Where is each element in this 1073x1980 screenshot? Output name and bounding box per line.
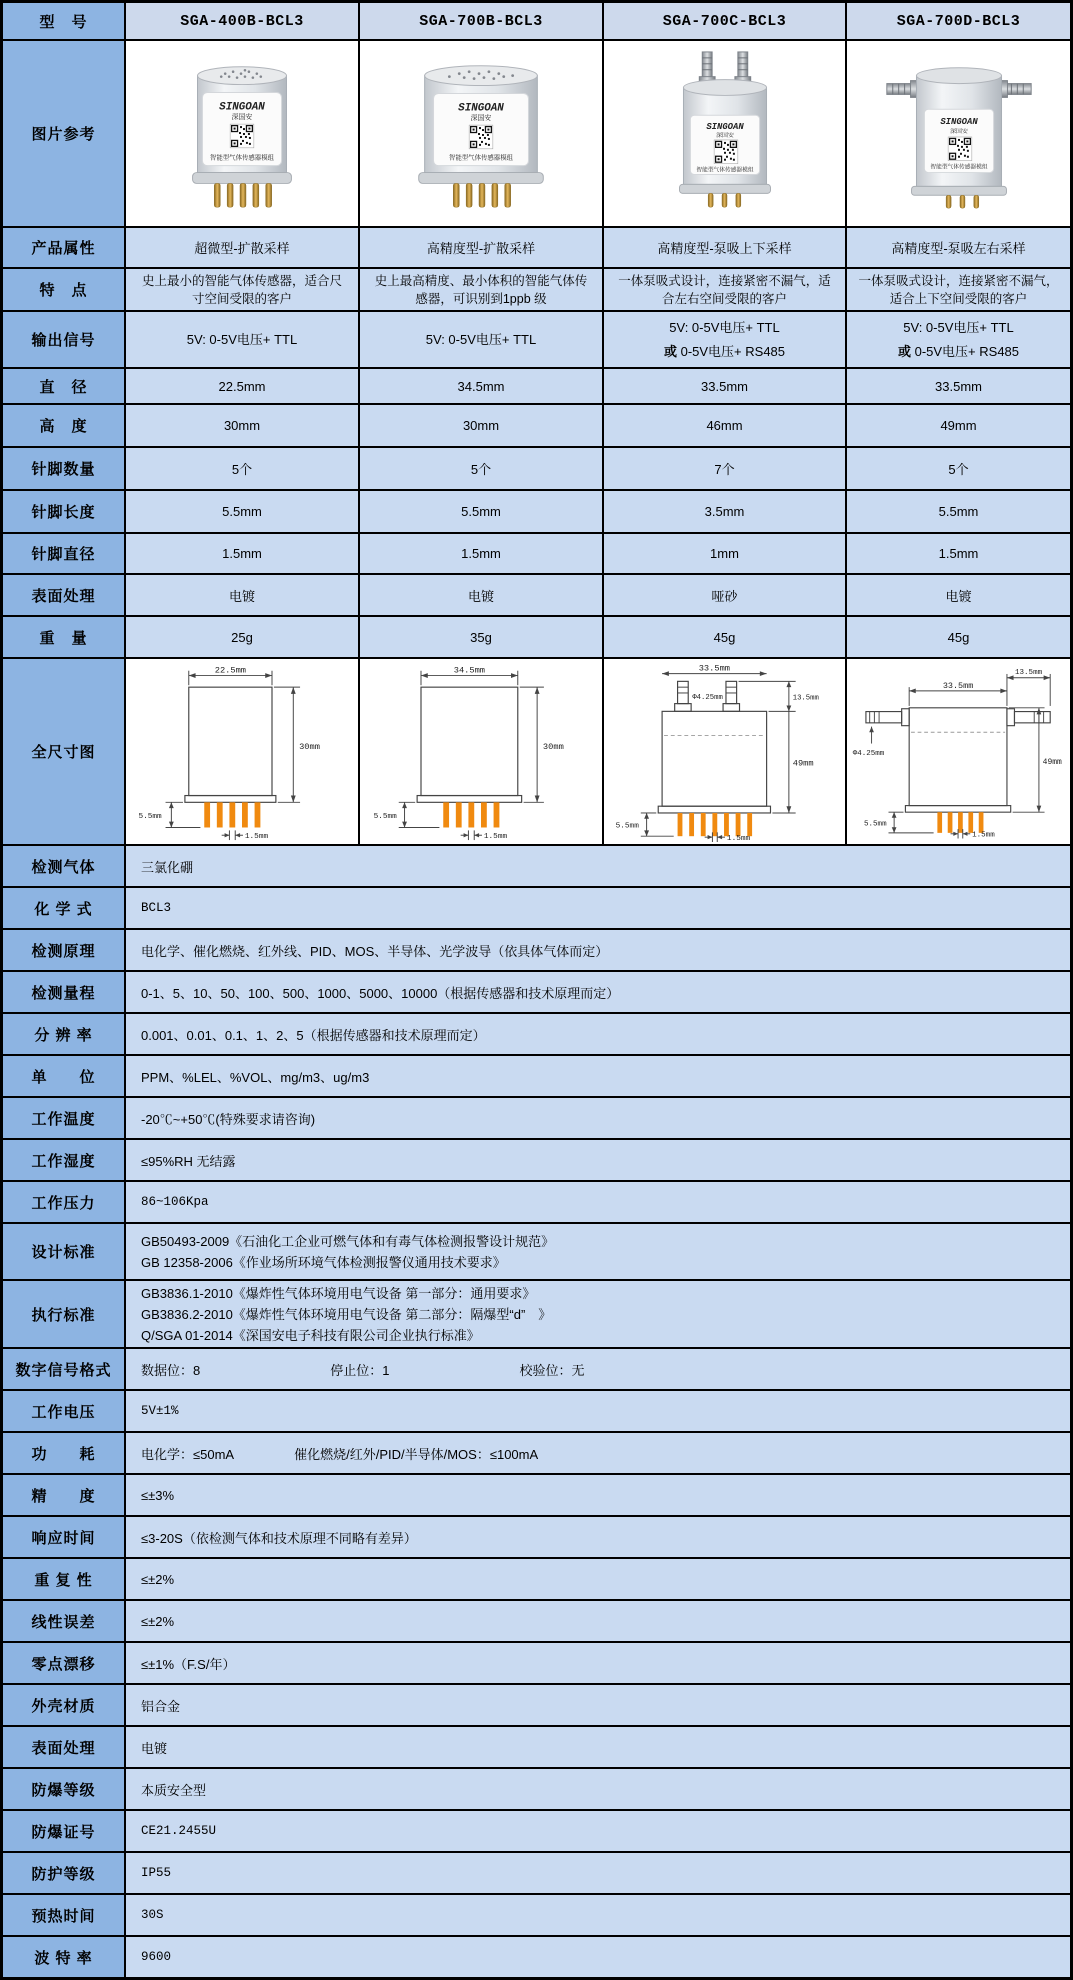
spec-value: 电镀: [360, 575, 602, 615]
svg-text:5.5mm: 5.5mm: [615, 821, 639, 830]
spec-value: 22.5mm: [126, 369, 358, 403]
row-value: ≤±1%（F.S/年）: [126, 1643, 1070, 1683]
row-label: 单 位: [3, 1056, 124, 1096]
row-label: 线性误差: [3, 1601, 124, 1641]
row-value: 86~106Kpa: [126, 1182, 1070, 1222]
row-value: 铝合金: [126, 1685, 1070, 1725]
svg-text:1.5mm: 1.5mm: [971, 831, 995, 840]
spec-value: 5个: [847, 448, 1070, 489]
row-label: 高 度: [3, 405, 124, 446]
row-value: CE21.2455U: [126, 1811, 1070, 1851]
row-value: 电化学：≤50mA 催化燃烧/红外/PID/半导体/MOS：≤100mA: [126, 1433, 1070, 1473]
svg-text:30mm: 30mm: [299, 741, 320, 752]
row-label: 表面处理: [3, 1727, 124, 1767]
design-standard-row: [3, 1224, 1070, 1279]
spec-value: 49mm: [847, 405, 1070, 446]
pin-count-row: [3, 448, 1070, 489]
pin-diameter-row: [3, 534, 1070, 573]
row-label-model: 型 号: [3, 3, 124, 39]
row-value: BCL3: [126, 888, 1070, 928]
qr-code: [469, 125, 493, 149]
brand-cn-text: 深国安: [470, 114, 492, 123]
spec-value: 1.5mm: [360, 534, 602, 573]
row-label: 重 复 性: [3, 1559, 124, 1599]
range-row: [3, 972, 1070, 1012]
spec-value: 45g: [847, 617, 1070, 657]
attribute-value-4: 高精度型-泵吸左右采样: [847, 228, 1070, 267]
row-value: 数据位：8 停止位：1 校验位：无: [126, 1349, 1070, 1389]
row-value: 三氯化硼: [126, 846, 1070, 886]
row-label: 工作温度: [3, 1098, 124, 1138]
dimension-diagram-1: [126, 659, 358, 844]
spec-value: 25g: [126, 617, 358, 657]
brand-text: SINGOAN: [939, 116, 978, 127]
sensor-caption: 智能型气体传感器模组: [448, 154, 514, 162]
row-label: 波 特 率: [3, 1937, 124, 1977]
spec-value: 5.5mm: [360, 491, 602, 532]
row-label: 数字信号格式: [3, 1349, 124, 1389]
row-label-attribute: 产品属性: [3, 228, 124, 267]
row-value: IP55: [126, 1853, 1070, 1893]
row-label: 外壳材质: [3, 1685, 124, 1725]
operating-humidity-row: [3, 1140, 1070, 1180]
row-label: 检测气体: [3, 846, 124, 886]
row-label: 防爆等级: [3, 1769, 124, 1809]
spec-value: 电镀: [847, 575, 1070, 615]
signal-value-3: 5V: 0-5V电压+ TTL 或 0-5V电压+ RS485: [604, 312, 845, 367]
row-label: 针脚长度: [3, 491, 124, 532]
sensor-photo-1: [167, 46, 317, 222]
row-label: 精 度: [3, 1475, 124, 1515]
row-label: 功 耗: [3, 1433, 124, 1473]
surface-finish-row: [3, 575, 1070, 615]
spec-value: 34.5mm: [360, 369, 602, 403]
surface-finish-full-row: [3, 1727, 1070, 1767]
sensor-photo-3: [650, 46, 800, 222]
model-header-row: [3, 3, 1070, 39]
accuracy-row: [3, 1475, 1070, 1515]
model-name-1: SGA-400B-BCL3: [126, 3, 358, 39]
resolution-row: [3, 1014, 1070, 1054]
feature-value-1: 史上最小的智能气体传感器，适合尺寸空间受限的客户: [126, 269, 358, 310]
svg-text:49mm: 49mm: [1042, 757, 1062, 767]
operating-pressure-row: [3, 1182, 1070, 1222]
dimension-diagram-3: [604, 659, 845, 844]
row-value: ≤±2%: [126, 1601, 1070, 1641]
row-label: 工作湿度: [3, 1140, 124, 1180]
digital-signal-format-row: [3, 1349, 1070, 1389]
row-label-signal: 输出信号: [3, 312, 124, 367]
spec-value: 1.5mm: [847, 534, 1070, 573]
row-label: 防爆证号: [3, 1811, 124, 1851]
row-value: ≤95%RH 无结露: [126, 1140, 1070, 1180]
row-value: GB3836.1-2010《爆炸性气体环境用电气设备 第一部分：通用要求》 GB3836.2-2010《爆炸性气体环境用电气设备 第二部分：隔爆型“d” 》 Q/SGA 01-2014《深国安电子科技有限公司企业执行标准》: [126, 1281, 1070, 1347]
spec-value: 3.5mm: [604, 491, 845, 532]
row-value: 电化学、催化燃烧、红外线、PID、MOS、半导体、光学波导（依具体气体而定）: [126, 930, 1070, 970]
model-name-2: SGA-700B-BCL3: [360, 3, 602, 39]
spec-value: 45g: [604, 617, 845, 657]
row-label: 零点漂移: [3, 1643, 124, 1683]
brand-text: SINGOAN: [705, 121, 744, 132]
formula-row: [3, 888, 1070, 928]
brand-cn-text: 深国安: [231, 113, 253, 122]
qr-code: [714, 139, 738, 163]
svg-text:1.5mm: 1.5mm: [244, 832, 269, 841]
repeatability-row: [3, 1559, 1070, 1599]
weight-row: [3, 617, 1070, 657]
attribute-value-1: 超微型-扩散采样: [126, 228, 358, 267]
brand-text: SINGOAN: [219, 100, 265, 113]
output-signal-row: [3, 312, 1070, 367]
spec-value: 30mm: [360, 405, 602, 446]
product-image-sga-700b: [360, 41, 602, 226]
feature-row: [3, 269, 1070, 310]
row-value: GB50493-2009《石油化工企业可燃气体和有毒气体检测报警设计规范》 GB 12358-2006《作业场所环境气体检测报警仪通用技术要求》: [126, 1224, 1070, 1279]
row-label: 执行标准: [3, 1281, 124, 1347]
feature-value-3: 一体泵吸式设计，连接紧密不漏气，适合左右空间受限的客户: [604, 269, 845, 310]
svg-text:22.5mm: 22.5mm: [214, 665, 247, 676]
explosion-proof-grade-row: [3, 1769, 1070, 1809]
sensor-photo-4: [884, 46, 1034, 222]
svg-text:5.5mm: 5.5mm: [863, 819, 887, 828]
svg-text:49mm: 49mm: [792, 758, 814, 769]
spec-value: 30mm: [126, 405, 358, 446]
product-image-sga-400b: [126, 41, 358, 226]
svg-text:33.5mm: 33.5mm: [942, 680, 973, 691]
spec-value: 5.5mm: [847, 491, 1070, 532]
qr-code: [230, 124, 254, 148]
product-image-row: [3, 41, 1070, 226]
shell-material-row: [3, 1685, 1070, 1725]
height-row: [3, 405, 1070, 446]
row-label: 工作压力: [3, 1182, 124, 1222]
attribute-value-3: 高精度型-泵吸上下采样: [604, 228, 845, 267]
row-label: 表面处理: [3, 575, 124, 615]
explosion-proof-cert-row: [3, 1811, 1070, 1851]
unit-row: [3, 1056, 1070, 1096]
row-label: 化 学 式: [3, 888, 124, 928]
row-value: 本质安全型: [126, 1769, 1070, 1809]
spec-value: 电镀: [126, 575, 358, 615]
row-value: PPM、%LEL、%VOL、mg/m3、ug/m3: [126, 1056, 1070, 1096]
pin-length-row: [3, 491, 1070, 532]
row-label: 直 径: [3, 369, 124, 403]
row-value: 0.001、0.01、0.1、1、2、5（根据传感器和技术原理而定）: [126, 1014, 1070, 1054]
row-label-feature: 特 点: [3, 269, 124, 310]
svg-text:33.5mm: 33.5mm: [698, 663, 730, 674]
svg-text:1.5mm: 1.5mm: [483, 832, 508, 841]
row-label: 重 量: [3, 617, 124, 657]
execution-standard-row: [3, 1281, 1070, 1347]
sensor-caption: 智能型气体传感器模组: [209, 154, 275, 162]
row-value: ≤±3%: [126, 1475, 1070, 1515]
signal-value-4: 5V: 0-5V电压+ TTL 或 0-5V电压+ RS485: [847, 312, 1070, 367]
svg-text:34.5mm: 34.5mm: [453, 665, 486, 676]
model-name-3: SGA-700C-BCL3: [604, 3, 845, 39]
attribute-value-2: 高精度型-扩散采样: [360, 228, 602, 267]
dimension-diagram-2: [360, 659, 602, 844]
feature-value-2: 史上最高精度、最小体积的智能气体传感器，可识别到1ppb 级: [360, 269, 602, 310]
warmup-time-row: [3, 1895, 1070, 1935]
spec-value: 1mm: [604, 534, 845, 573]
svg-text:1.5mm: 1.5mm: [726, 834, 750, 842]
spec-value: 33.5mm: [604, 369, 845, 403]
row-label: 针脚直径: [3, 534, 124, 573]
spec-value: 33.5mm: [847, 369, 1070, 403]
row-value: -20℃~+50℃(特殊要求请咨询): [126, 1098, 1070, 1138]
row-label: 分 辨 率: [3, 1014, 124, 1054]
dimension-diagram-4: [847, 659, 1070, 844]
signal-value-1: 5V: 0-5V电压+ TTL: [126, 312, 358, 367]
response-time-row: [3, 1517, 1070, 1557]
sensor-photo-2: [401, 46, 561, 222]
spec-value: 5个: [126, 448, 358, 489]
power-consumption-row: [3, 1433, 1070, 1473]
row-label: 检测量程: [3, 972, 124, 1012]
row-label-dimensions: 全尺寸图: [3, 659, 124, 844]
row-value: 5V±1%: [126, 1391, 1070, 1431]
zero-drift-row: [3, 1643, 1070, 1683]
row-label-image: 图片参考: [3, 41, 124, 226]
spec-value: 哑砂: [604, 575, 845, 615]
diameter-row: [3, 369, 1070, 403]
sensor-caption: 智能型气体传感器模组: [929, 163, 988, 171]
operating-temperature-row: [3, 1098, 1070, 1138]
signal-value-2: 5V: 0-5V电压+ TTL: [360, 312, 602, 367]
row-value: 30S: [126, 1895, 1070, 1935]
row-label: 响应时间: [3, 1517, 124, 1557]
qr-code: [948, 136, 972, 160]
product-image-sga-700d: [847, 41, 1070, 226]
spec-value: 46mm: [604, 405, 845, 446]
baud-rate-row: [3, 1937, 1070, 1977]
row-value: 0-1、5、10、50、100、500、1000、5000、10000（根据传感器和技术原理而定）: [126, 972, 1070, 1012]
model-name-4: SGA-700D-BCL3: [847, 3, 1070, 39]
row-label: 工作电压: [3, 1391, 124, 1431]
row-label: 针脚数量: [3, 448, 124, 489]
gas-row: [3, 846, 1070, 886]
operating-voltage-row: [3, 1391, 1070, 1431]
brand-cn-text: 深国安: [715, 131, 734, 139]
protection-grade-row: [3, 1853, 1070, 1893]
row-value: ≤3-20S（依检测气体和技术原理不同略有差异）: [126, 1517, 1070, 1557]
svg-text:30mm: 30mm: [542, 741, 564, 752]
row-value: ≤±2%: [126, 1559, 1070, 1599]
row-label: 防护等级: [3, 1853, 124, 1893]
spec-value: 5个: [360, 448, 602, 489]
brand-text: SINGOAN: [458, 101, 504, 114]
spec-value: 7个: [604, 448, 845, 489]
spec-value: 1.5mm: [126, 534, 358, 573]
linearity-error-row: [3, 1601, 1070, 1641]
svg-text:Φ4.25mm: Φ4.25mm: [691, 693, 723, 702]
svg-text:5.5mm: 5.5mm: [138, 812, 162, 821]
row-label: 检测原理: [3, 930, 124, 970]
svg-text:5.5mm: 5.5mm: [373, 812, 397, 821]
attribute-row: [3, 228, 1070, 267]
row-value: 电镀: [126, 1727, 1070, 1767]
row-label: 设计标准: [3, 1224, 124, 1279]
product-image-sga-700c: [604, 41, 845, 226]
brand-cn-text: 深国安: [949, 127, 968, 135]
row-label: 预热时间: [3, 1895, 124, 1935]
spec-value: 35g: [360, 617, 602, 657]
spec-value: 5.5mm: [126, 491, 358, 532]
sensor-caption: 智能型气体传感器模组: [695, 166, 754, 174]
feature-value-4: 一体泵吸式设计，连接紧密不漏气，适合上下空间受限的客户: [847, 269, 1070, 310]
dimension-diagram-row: [3, 659, 1070, 844]
svg-text:13.5mm: 13.5mm: [792, 694, 819, 703]
row-value: 9600: [126, 1937, 1070, 1977]
svg-text:Φ4.25mm: Φ4.25mm: [852, 749, 884, 758]
principle-row: [3, 930, 1070, 970]
svg-text:13.5mm: 13.5mm: [1014, 668, 1042, 677]
